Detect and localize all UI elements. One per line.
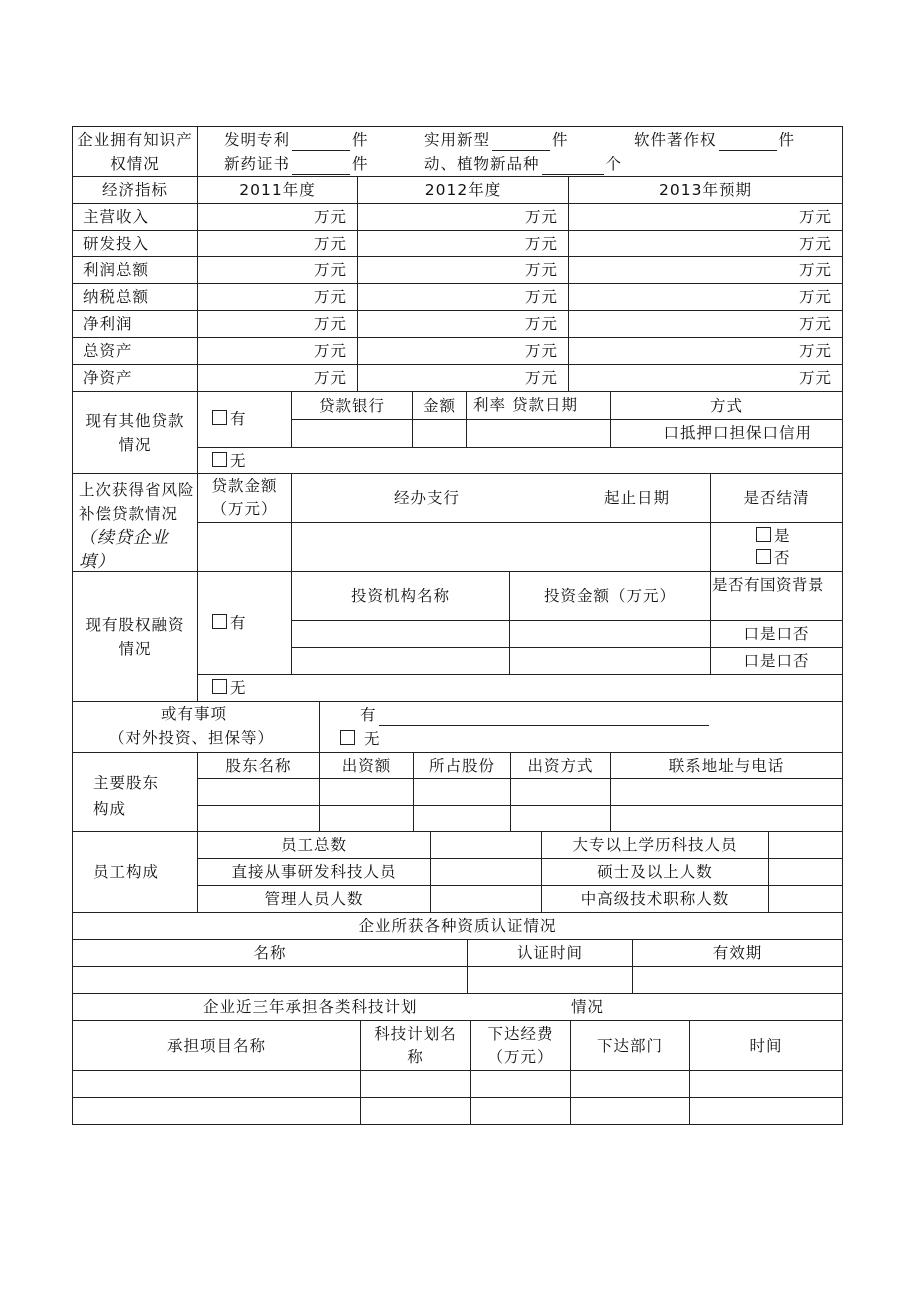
equity-yes-cell bbox=[197, 571, 292, 675]
sh-cell[interactable] bbox=[510, 805, 611, 832]
header-label: 贷款银行 bbox=[318, 396, 385, 415]
cert-title: 企业所获各种资质认证情况 bbox=[358, 917, 557, 935]
equity-cell-amount[interactable] bbox=[509, 647, 711, 675]
econ-cell[interactable] bbox=[568, 283, 843, 311]
contingent-label-cell bbox=[72, 701, 320, 753]
equity-cell-institution[interactable] bbox=[291, 647, 510, 675]
staff-value-cell[interactable] bbox=[430, 831, 542, 859]
header-label: 下达部门 bbox=[596, 1036, 663, 1055]
unit: 万元 bbox=[524, 261, 558, 279]
equity-cell-institution[interactable] bbox=[291, 620, 510, 648]
unit: 万元 bbox=[313, 288, 347, 306]
row-label: 净利润 bbox=[83, 315, 133, 333]
econ-year-2011 bbox=[197, 176, 358, 204]
econ-cell[interactable] bbox=[197, 203, 358, 231]
cert-header-valid bbox=[632, 939, 843, 967]
unit: 万元 bbox=[524, 288, 558, 306]
econ-header bbox=[72, 176, 198, 204]
risk-label-cell bbox=[72, 473, 198, 572]
equity-no-label: 无 bbox=[230, 679, 247, 697]
header-label: 股东名称 bbox=[225, 756, 292, 775]
contingent-no-label: 无 bbox=[363, 730, 381, 748]
econ-cell[interactable] bbox=[568, 203, 843, 231]
state-options[interactable]: 口是口否 bbox=[743, 625, 810, 643]
header-label: 贷款金额（万元） bbox=[211, 477, 278, 518]
plans-header-project bbox=[72, 1020, 361, 1071]
risk-cell-amount[interactable] bbox=[197, 522, 292, 572]
plans-title-cell bbox=[72, 993, 843, 1021]
plans-cell[interactable] bbox=[570, 1097, 690, 1125]
header-label: 所占股份 bbox=[428, 756, 495, 775]
header-label: 出资方式 bbox=[527, 756, 594, 775]
plans-cell[interactable] bbox=[689, 1097, 843, 1125]
econ-row-label bbox=[72, 310, 198, 338]
sh-cell[interactable] bbox=[413, 778, 511, 806]
row-label: 研发投入 bbox=[83, 234, 150, 253]
ip-utility: 实用新型 bbox=[424, 131, 491, 149]
econ-cell[interactable] bbox=[197, 283, 358, 311]
sh-header-method bbox=[510, 752, 611, 779]
header-label: 投资机构名称 bbox=[350, 587, 450, 605]
state-options[interactable]: 口是口否 bbox=[743, 652, 810, 670]
econ-cell[interactable] bbox=[357, 283, 569, 311]
risk-title-note: （续贷企业填） bbox=[79, 528, 169, 572]
staff-item-label bbox=[197, 831, 431, 859]
equity-label-cell bbox=[72, 571, 198, 702]
staff-title: 员工构成 bbox=[93, 863, 160, 881]
econ-cell[interactable] bbox=[197, 310, 358, 338]
econ-cell[interactable] bbox=[357, 310, 569, 338]
plans-header-funding bbox=[470, 1020, 571, 1071]
header-label: 下达经费（万元） bbox=[487, 1024, 554, 1066]
equity-cell-state[interactable] bbox=[710, 647, 843, 675]
loan-no-checkbox[interactable] bbox=[212, 452, 227, 467]
header-label: 科技计划名称 bbox=[374, 1024, 457, 1066]
cert-header-time bbox=[467, 939, 633, 967]
row-label: 净资产 bbox=[83, 369, 133, 387]
staff-value-cell[interactable] bbox=[430, 858, 542, 886]
sh-cell[interactable] bbox=[197, 805, 320, 832]
unit: 万元 bbox=[798, 342, 832, 360]
ip-label-cell bbox=[72, 126, 198, 177]
sh-cell[interactable] bbox=[610, 805, 843, 832]
risk-cell-branch-dates[interactable] bbox=[291, 522, 711, 572]
header-label: 时间 bbox=[749, 1036, 783, 1055]
item-label: 管理人员人数 bbox=[264, 890, 364, 908]
unit: 万元 bbox=[798, 288, 832, 306]
header-label: 贷款日期 bbox=[511, 396, 578, 414]
cert-title-cell bbox=[72, 912, 843, 940]
sh-cell[interactable] bbox=[610, 778, 843, 806]
equity-cell-state[interactable] bbox=[710, 620, 843, 648]
year-label: 2011年度 bbox=[239, 181, 316, 199]
loan-cell-rate-date[interactable] bbox=[466, 419, 611, 448]
unit: 万元 bbox=[313, 315, 347, 333]
settled-yes-label: 是 bbox=[774, 527, 791, 545]
shareholders-label-cell bbox=[72, 752, 198, 832]
unit: 件 bbox=[352, 155, 369, 173]
plans-cell[interactable] bbox=[470, 1097, 571, 1125]
econ-row-label bbox=[72, 230, 198, 257]
software-blank[interactable] bbox=[719, 134, 777, 151]
unit: 件 bbox=[352, 131, 369, 149]
loan-yes-cell bbox=[197, 391, 292, 448]
equity-yes-label: 有 bbox=[230, 614, 247, 632]
unit: 万元 bbox=[313, 369, 347, 387]
drug-blank[interactable] bbox=[292, 158, 350, 175]
loan-label-cell bbox=[72, 391, 198, 474]
equity-title: 现有股权融资情况 bbox=[85, 615, 185, 658]
contingent-title: 或有事项 bbox=[161, 705, 228, 723]
loan-cell-amount[interactable] bbox=[412, 419, 467, 448]
cert-cell[interactable] bbox=[467, 966, 633, 994]
staff-label-cell bbox=[72, 831, 198, 913]
sh-cell[interactable] bbox=[319, 805, 414, 832]
staff-value-cell[interactable] bbox=[768, 831, 843, 859]
unit: 万元 bbox=[524, 234, 558, 253]
staff-item-label bbox=[541, 858, 769, 886]
year-label: 2013年预期 bbox=[659, 181, 752, 199]
header-label: 是否结清 bbox=[743, 489, 810, 507]
risk-header-settled bbox=[710, 473, 843, 523]
item-label: 员工总数 bbox=[280, 836, 347, 854]
risk-header-amount bbox=[197, 473, 292, 523]
plans-cell[interactable] bbox=[470, 1070, 571, 1098]
risk-title: 上次获得省风险补偿贷款情况 bbox=[79, 481, 195, 523]
econ-cell[interactable] bbox=[357, 337, 569, 365]
plans-cell[interactable] bbox=[689, 1070, 843, 1098]
staff-item-label bbox=[541, 885, 769, 913]
contingent-content-cell bbox=[319, 701, 843, 753]
equity-no-cell bbox=[197, 674, 843, 702]
settled-no-checkbox[interactable] bbox=[756, 549, 771, 564]
unit: 万元 bbox=[313, 208, 347, 226]
loan-header-rate-date bbox=[466, 391, 611, 420]
loan-cell-method[interactable] bbox=[610, 419, 843, 448]
header-label: 认证时间 bbox=[516, 944, 583, 962]
unit: 万元 bbox=[798, 315, 832, 333]
econ-cell[interactable] bbox=[357, 203, 569, 231]
econ-row-label bbox=[72, 256, 198, 284]
risk-cell-settled bbox=[710, 522, 843, 572]
ip-title: 企业拥有知识产权情况 bbox=[77, 130, 193, 173]
staff-value-cell[interactable] bbox=[768, 858, 843, 886]
econ-header-label: 经济指标 bbox=[101, 181, 168, 199]
econ-cell[interactable] bbox=[357, 230, 569, 257]
item-label: 硕士及以上人数 bbox=[597, 863, 713, 881]
header-label: 名称 bbox=[253, 944, 287, 962]
loan-title: 现有其他贷款情况 bbox=[85, 411, 185, 454]
contingent-yes-label: 有 bbox=[360, 706, 377, 724]
staff-value-cell[interactable] bbox=[768, 885, 843, 913]
ip-drug: 新药证书 bbox=[224, 155, 291, 173]
econ-row-label bbox=[72, 283, 198, 311]
unit: 个 bbox=[605, 155, 623, 173]
header-label: 起止日期 bbox=[604, 489, 671, 507]
econ-row-label bbox=[72, 364, 198, 392]
econ-cell[interactable] bbox=[197, 364, 358, 392]
header-label: 金额 bbox=[422, 396, 456, 415]
econ-cell[interactable] bbox=[357, 256, 569, 284]
loan-header-amount bbox=[412, 391, 467, 420]
plans-cell[interactable] bbox=[360, 1097, 471, 1125]
plans-cell[interactable] bbox=[72, 1097, 361, 1125]
plans-cell[interactable] bbox=[72, 1070, 361, 1098]
cert-cell[interactable] bbox=[632, 966, 843, 994]
unit: 万元 bbox=[798, 208, 832, 226]
item-label: 中高级技术职称人数 bbox=[580, 890, 730, 908]
cert-header-name bbox=[72, 939, 468, 967]
header-label: 利率 bbox=[473, 396, 507, 414]
unit: 万元 bbox=[313, 261, 347, 279]
contingent-yes-blank[interactable] bbox=[379, 709, 709, 726]
settled-no-label: 否 bbox=[774, 549, 791, 567]
econ-cell[interactable] bbox=[357, 364, 569, 392]
ip-software: 软件著作权 bbox=[634, 131, 717, 149]
unit: 万元 bbox=[798, 369, 832, 387]
plant-blank[interactable] bbox=[542, 158, 604, 175]
sh-cell[interactable] bbox=[510, 778, 611, 806]
ip-patent: 发明专利 bbox=[224, 131, 291, 149]
loan-no-label: 无 bbox=[230, 452, 247, 470]
plans-cell[interactable] bbox=[570, 1070, 690, 1098]
utility-blank[interactable] bbox=[492, 134, 550, 151]
unit: 万元 bbox=[524, 342, 558, 360]
staff-item-label bbox=[197, 885, 431, 913]
plans-header-time bbox=[689, 1020, 843, 1071]
header-label: 有效期 bbox=[712, 944, 763, 962]
plans-header-dept bbox=[570, 1020, 690, 1071]
sh-header-contact bbox=[610, 752, 843, 779]
equity-header-institution bbox=[291, 571, 510, 621]
shareholders-title: 主要股东构成 bbox=[93, 774, 160, 818]
unit: 万元 bbox=[313, 234, 347, 253]
equity-no-checkbox[interactable] bbox=[212, 679, 227, 694]
unit: 万元 bbox=[798, 234, 832, 253]
header-label: 是否有国资背景 bbox=[712, 576, 825, 594]
unit: 件 bbox=[778, 131, 796, 149]
sh-header-share bbox=[413, 752, 511, 779]
header-label: 投资金额（万元） bbox=[543, 587, 676, 605]
loan-header-bank bbox=[291, 391, 413, 420]
unit: 万元 bbox=[524, 208, 558, 226]
loan-cell-bank[interactable] bbox=[291, 419, 413, 448]
sh-cell[interactable] bbox=[413, 805, 511, 832]
loan-yes-label: 有 bbox=[230, 410, 247, 428]
unit: 万元 bbox=[524, 369, 558, 387]
row-label: 纳税总额 bbox=[83, 288, 150, 306]
settled-yes-checkbox[interactable] bbox=[756, 527, 771, 542]
staff-item-label bbox=[541, 831, 769, 859]
sh-cell[interactable] bbox=[197, 778, 320, 806]
econ-cell[interactable] bbox=[568, 364, 843, 392]
sh-header-capital bbox=[319, 752, 414, 779]
row-label: 主营收入 bbox=[83, 208, 150, 226]
econ-row-label bbox=[72, 337, 198, 365]
item-label: 大专以上学历科技人员 bbox=[572, 836, 738, 854]
equity-header-state bbox=[710, 571, 843, 621]
econ-cell[interactable] bbox=[197, 337, 358, 365]
row-label: 总资产 bbox=[83, 342, 133, 360]
loan-method-options[interactable]: 口抵押口担保口信用 bbox=[663, 424, 812, 442]
cert-cell[interactable] bbox=[72, 966, 468, 994]
plans-title-tail: 情况 bbox=[571, 998, 605, 1016]
plans-header-plan bbox=[360, 1020, 471, 1071]
econ-cell[interactable] bbox=[197, 256, 358, 284]
econ-cell[interactable] bbox=[568, 256, 843, 284]
econ-cell[interactable] bbox=[568, 230, 843, 257]
plans-cell[interactable] bbox=[360, 1070, 471, 1098]
unit: 万元 bbox=[313, 342, 347, 360]
equity-yes-checkbox[interactable] bbox=[212, 614, 227, 629]
contingent-subtitle: （对外投资、担保等） bbox=[109, 729, 275, 747]
risk-header-branch-dates bbox=[291, 473, 711, 523]
econ-cell[interactable] bbox=[568, 337, 843, 365]
header-label: 承担项目名称 bbox=[166, 1036, 266, 1055]
staff-value-cell[interactable] bbox=[430, 885, 542, 913]
ip-plant: 动、植物新品种 bbox=[424, 155, 540, 173]
staff-item-label bbox=[197, 858, 431, 886]
equity-cell-amount[interactable] bbox=[509, 620, 711, 648]
sh-header-name bbox=[197, 752, 320, 779]
plans-title: 企业近三年承担各类科技计划 bbox=[203, 998, 418, 1016]
unit: 件 bbox=[552, 131, 569, 149]
header-label: 联系地址与电话 bbox=[668, 756, 785, 775]
unit: 万元 bbox=[798, 261, 832, 279]
unit: 万元 bbox=[524, 315, 558, 333]
econ-row-label bbox=[72, 203, 198, 231]
econ-year-2012 bbox=[357, 176, 569, 204]
row-label: 利润总额 bbox=[83, 261, 150, 279]
loan-yes-checkbox[interactable] bbox=[212, 410, 227, 425]
item-label: 直接从事研发科技人员 bbox=[231, 863, 397, 881]
equity-header-amount bbox=[509, 571, 711, 621]
loan-header-method bbox=[610, 391, 843, 420]
sh-cell[interactable] bbox=[319, 778, 414, 806]
econ-cell[interactable] bbox=[197, 230, 358, 257]
year-label: 2012年度 bbox=[424, 181, 502, 199]
ip-content-cell bbox=[197, 126, 843, 177]
contingent-no-checkbox[interactable] bbox=[340, 730, 355, 745]
header-label: 出资额 bbox=[341, 756, 392, 775]
header-label: 经办支行 bbox=[394, 489, 461, 507]
econ-year-2013 bbox=[568, 176, 843, 204]
patent-blank[interactable] bbox=[292, 134, 350, 151]
header-label: 方式 bbox=[709, 396, 743, 415]
loan-no-cell bbox=[197, 447, 843, 474]
application-form bbox=[72, 126, 843, 1125]
econ-cell[interactable] bbox=[568, 310, 843, 338]
